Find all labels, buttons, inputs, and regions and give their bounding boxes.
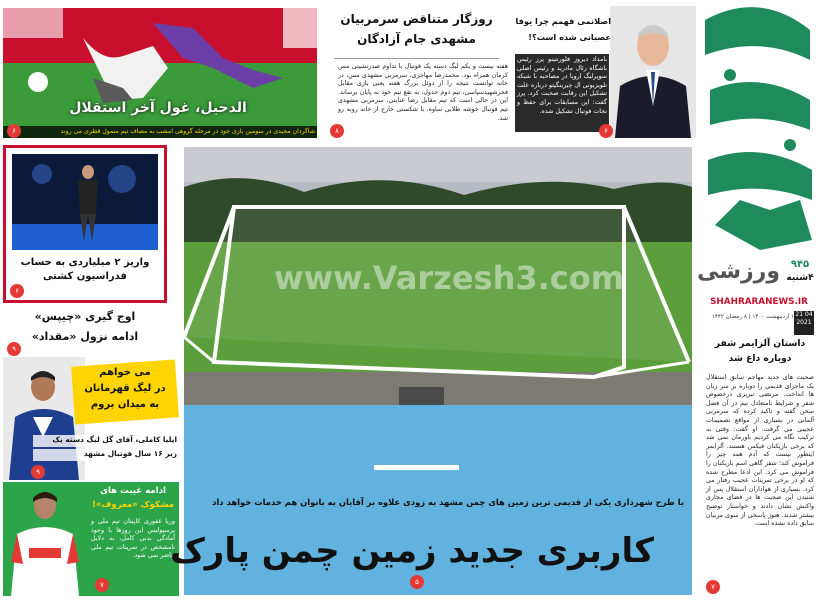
top-middle-story[interactable] [324,6,509,138]
date-strip [704,311,814,337]
wrestling-photo [12,154,158,250]
watermark: www.Varzesh3.com [274,259,625,297]
absence-story[interactable] [3,482,179,596]
wrestling-headline: واریز ۲ میلیاردی به حساب فدراسیون کشتی [20,257,150,282]
top-left-photo[interactable] [3,8,317,138]
page-badge: ۵ [410,575,424,589]
issue-box [697,255,816,295]
top-right-headline-1: اصلانمی فهمم چرا یوفا [515,16,611,26]
page-badge: ۷ [95,578,109,592]
top-left-headline[interactable]: الدحیل، غول آخر استقلال [69,100,247,116]
weekday: ۴شنبه [786,273,814,283]
champions-headline-2: در لیگ قهرمانان [84,383,166,394]
champions-caption-2: زیر ۱۶ سال فوتبال مشهد [33,449,177,461]
main-headline: کاربری جدید زمین چمن پارک [169,531,654,571]
chips-story[interactable] [3,306,167,356]
top-left-caption: شاگردان مجیدی در سومین بازی خود در مرحله گروهی امشب به مصاف تیم متمول قطری می روند [60,128,315,135]
absence-headline-2: مشکوک «معروف»! [91,500,175,510]
champions-headline-1: می خواهم [99,367,151,378]
issue-number: ۹۴۵ [790,259,810,270]
sidebar-story[interactable] [704,338,816,596]
wrestling-box[interactable] [3,145,167,303]
page-badge: ۷ [706,580,720,594]
sub-logo: ورزشی [697,259,780,284]
sidebar-body: صحبت های جدید مهاجم سابق استقلال یک ماجرای قدیمی را دوباره بر سر زبان ها انداخت. مرتضی تبریزی درخصوص شفر و شرایط نامتعادل تیم در آن فصل سخن گفته و تاکید کرده که سرمربی آلمانی در بسیاری از مواقع تصمیمات عجیبی می گرفت. او گفت: وقتی به ترکیب نگاه می کردیم باورمان نمی شد که برخی بازیکنان فیکس هستند. آلزایمر اینطور نیست که آدم همه چیز را فراموش کند؛ شفر گاهی اسم بازیکنان را فراموش می کرد. این ادعا مطرح شده که او در برخی تمرینات عجیب رفتار می کرد. بسیاری از هواداران استقلال پس از شنیدن این صحبت ها در فضای مجازی واکنش نشان دادند و خواستار توضیح بیشتر شدند. هنوز پاسخی از سوی مربیان سابق داده نشده است. [706,374,814,528]
absence-body: وریا غفوری کاپیتان تیم ملی و پرسپولیس این روزها با وجود آمادگی بدنی کامل، به دلایل نامشخص در تمرینات تیم ملی حاضر نمی شود. [91,518,175,560]
page-badge: ۶ [599,124,613,138]
sidebar-headline-1: داستان آلزایمر شفر [714,338,806,349]
main-story[interactable] [169,147,692,595]
top-middle-body: هفته بیست و یکم لیگ دسته یک فوتبال با تداوم صدرنشینی مس کرمان همراه بود. محمدرضا مهاجری، سرمربی مشهدی مس، در خانه توانست نتیجه را از دوئل بزرگ هفته یعنی بازی مقابل فجرشهیدسپاسی، تیم دوم جدول، به نفع تیم خود به پایان برساند. این در حالی است که تیم مقابل رضا عنایتی، سرمربی مشهدی تیم فوتبال خوشه طلایی ساوه، با شکستی خارج از خانه روبه رو شد. [338,63,508,122]
top-middle-headline-2: مشهدی جام آزادگان [357,32,476,46]
top-right-headline-2: عصبانی شده است؟! [528,32,611,42]
divider [334,58,499,59]
chips-headline-1: اوج گیری «چیپس» [34,310,136,323]
masthead [697,0,820,600]
page-badge: ۶ [7,124,21,138]
website[interactable]: SHAHRARANEWS.IR [710,297,808,307]
champions-headline-3: به میدان بروم [90,399,160,410]
champions-caption-1: ایلیا کاملی، آقای گل لیگ دسته یک [33,435,177,447]
perez-photo [610,6,696,138]
champions-story[interactable] [3,357,181,480]
chips-headline-2: ادامه نزول «مقداد» [31,330,139,343]
absence-headline-1: ادامه غیبت های [100,486,166,496]
absence-photo [3,482,89,596]
date-gregorian: 21 04 2021 [794,311,814,335]
top-right-body: بامداد دیروز فلورنتینو پرز رئیس باشگاه رئال مادرید و رئیس اصلی سوپرلیگ اروپا در مصاحبه با شبکه تلویزیونی ال چیرینگیتو درباره علت تشکیل این رقابت صحبت کرد. پرز گفت: این مسابقات برای حفظ و نجات فوتبال تشکیل شده. [515,54,609,132]
sidebar-headline-2: دوباره داغ شد [728,353,792,364]
main-subheadline: با طرح شهرداری یکی از قدیمی ترین زمین های چمن مشهد به زودی علاوه بر آقایان به بانوان هم خدمات خواهد داد [212,497,684,507]
page-badge: ۹ [31,465,45,479]
logo-text [700,0,820,250]
date-line: ۱ اردیبهشت ۱۴۰۰ | ۸ رمضان ۱۴۴۲ [711,314,794,320]
page-badge: ۸ [330,124,344,138]
top-middle-headline-1: روزگار متناقض سرمربیان [340,12,493,26]
page-badge: ۶ [10,284,24,298]
logo-block[interactable] [700,0,820,250]
top-right-story[interactable] [513,6,696,138]
page-badge: ۹ [7,342,21,356]
